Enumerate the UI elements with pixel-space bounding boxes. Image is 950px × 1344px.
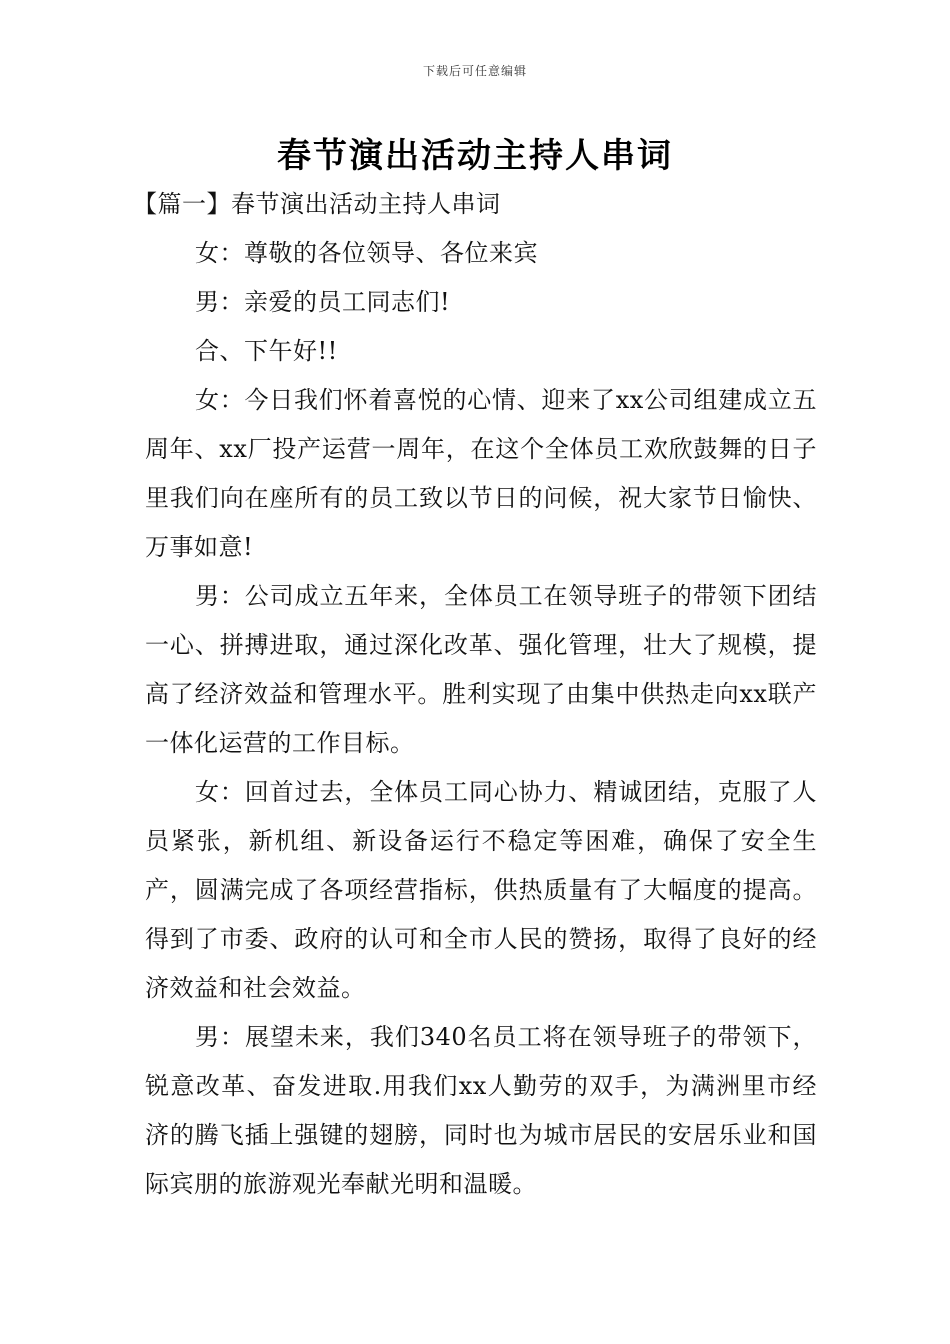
paragraph-company-history: 男：公司成立五年来，全体员工在领导班子的带领下团结一心、拼搏进取，通过深化改革、强化管理，壮大了规模，提高了经济效益和管理水平。胜利实现了由集中供热走向xx联产一体化运营的工作目标。 bbox=[145, 582, 817, 757]
section-heading: 【篇一】春节演出活动主持人串词 bbox=[133, 190, 501, 218]
page-header-note: 下载后可任意编辑 bbox=[422, 64, 527, 78]
document-title: 春节演出活动主持人串词 bbox=[277, 136, 673, 176]
paragraph-greeting-together: 合、下午好!! bbox=[195, 337, 338, 365]
paragraph-greeting-female: 女：尊敬的各位领导、各位来宾 bbox=[195, 239, 538, 267]
paragraph-future-outlook: 男：展望未来，我们340名员工将在领导班子的带领下，锐意改革、奋发进取.用我们xx人勤劳的双手，为满洲里市经济的腾飞插上强键的翅膀，同时也为城市居民的安居乐业和国际宾朋的旅游观光奉献光明和温暖。 bbox=[145, 1023, 817, 1198]
paragraph-greeting-male: 男：亲爱的员工同志们! bbox=[195, 288, 451, 316]
document-body bbox=[133, 180, 817, 1209]
paragraph-review-past: 女：回首过去，全体员工同心协力、精诚团结，克服了人员紧张，新机组、新设备运行不稳定等困难，确保了安全生产，圆满完成了各项经营指标，供热质量有了大幅度的提高。得到了市委、政府的认可和全市人民的赞扬，取得了良好的经济效益和社会效益。 bbox=[145, 778, 817, 1002]
paragraph-anniversary: 女：今日我们怀着喜悦的心情、迎来了xx公司组建成立五周年、xx厂投产运营一周年，在这个全体员工欢欣鼓舞的日子里我们向在座所有的员工致以节日的问候，祝大家节日愉快、万事如意! bbox=[145, 386, 817, 561]
